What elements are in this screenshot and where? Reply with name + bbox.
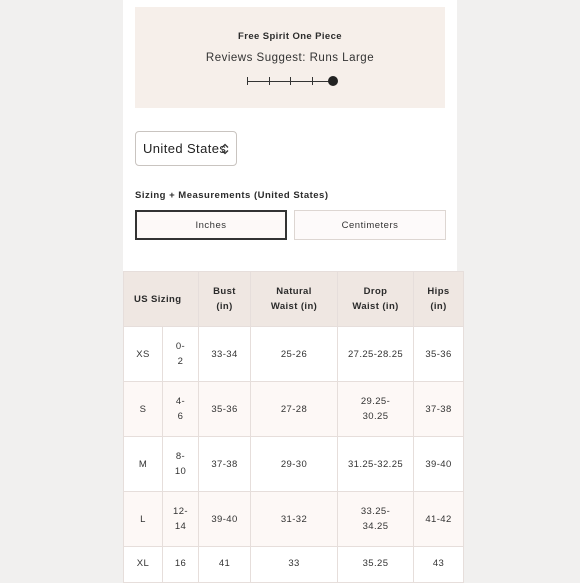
cell-drop-waist-line: 30.25 [362, 411, 389, 422]
unit-button-inches[interactable]: Inches [135, 210, 287, 240]
cell-drop-waist-line: 35.25 [362, 558, 389, 569]
table-header-row [124, 272, 464, 327]
cell-drop-waist [338, 382, 414, 437]
cell-drop-waist [338, 327, 414, 382]
cell-size-range [163, 437, 199, 492]
cell-natural-waist: 29-30 [251, 437, 338, 492]
region-select-value: United States [143, 141, 227, 156]
chevron-up-down-icon [220, 142, 230, 156]
size-guide-panel [123, 0, 457, 580]
cell-natural-waist: 27-28 [251, 382, 338, 437]
table-row [124, 327, 464, 382]
header-bust [199, 272, 251, 327]
cell-bust: 37-38 [199, 437, 251, 492]
cell-hips: 39-40 [414, 437, 464, 492]
cell-drop-waist-line: 31.25-32.25 [347, 458, 404, 470]
cell-size-range-line: 0- [175, 341, 186, 352]
fit-suggestion-text: Reviews Suggest: Runs Large [205, 52, 375, 64]
cell-size-range-line: 16 [174, 558, 187, 569]
cell-bust: 39-40 [199, 492, 251, 547]
fit-scale-tick [269, 77, 270, 85]
header-natural-waist-line1: Natural [276, 286, 312, 297]
header-natural-waist [251, 272, 338, 327]
cell-size: L [124, 492, 163, 547]
cell-hips: 41-42 [414, 492, 464, 547]
cell-size-range-line: 4- [175, 396, 186, 407]
cell-drop-waist [338, 492, 414, 547]
header-natural-waist-line2: Waist (in) [270, 301, 318, 312]
unit-button-centimeters[interactable]: Centimeters [294, 210, 446, 240]
cell-size-range-line: 12- [173, 506, 188, 517]
table-row [124, 437, 464, 492]
cell-size-range-line: 14 [174, 521, 187, 532]
cell-natural-waist: 25-26 [251, 327, 338, 382]
header-drop-waist-line2: Waist (in) [352, 301, 399, 312]
header-drop-waist-line1: Drop [363, 286, 388, 297]
cell-size-range [163, 327, 199, 382]
size-table [123, 271, 464, 583]
cell-drop-waist [338, 547, 414, 583]
cell-size-range-line: 6 [177, 411, 184, 422]
cell-drop-waist-line: 27.25-28.25 [347, 348, 404, 360]
cell-hips: 37-38 [414, 382, 464, 437]
cell-size: S [124, 382, 163, 437]
cell-size: XL [124, 547, 163, 583]
cell-size-range-line: 8- [175, 451, 186, 462]
cell-bust: 35-36 [199, 382, 251, 437]
cell-drop-waist [338, 437, 414, 492]
header-bust-line1: Bust [213, 286, 236, 297]
fit-scale-tick [290, 77, 291, 85]
product-name: Free Spirit One Piece [238, 31, 342, 42]
fit-scale [247, 75, 335, 87]
table-body [124, 327, 464, 583]
cell-bust: 33-34 [199, 327, 251, 382]
cell-natural-waist: 33 [251, 547, 338, 583]
cell-size-range-line: 10 [174, 466, 187, 477]
table-row [124, 547, 464, 583]
fit-scale-tick [247, 77, 248, 85]
header-drop-waist [338, 272, 414, 327]
cell-hips: 35-36 [414, 327, 464, 382]
cell-size-range [163, 492, 199, 547]
fit-scale-selected-dot [328, 76, 338, 86]
header-hips [414, 272, 464, 327]
header-hips-line2: (in) [430, 301, 447, 312]
cell-drop-waist-line: 29.25- [360, 396, 391, 407]
header-hips-line1: Hips [427, 286, 450, 297]
cell-bust: 41 [199, 547, 251, 583]
sizing-heading: Sizing + Measurements (United States) [135, 190, 329, 201]
cell-size-range-line: 2 [177, 356, 184, 367]
table-row [124, 492, 464, 547]
cell-size-range [163, 382, 199, 437]
cell-drop-waist-line: 33.25- [360, 506, 391, 517]
fit-scale-tick [312, 77, 313, 85]
cell-size: M [124, 437, 163, 492]
cell-drop-waist-line: 34.25 [362, 521, 389, 532]
header-bust-line2: (in) [216, 301, 233, 312]
fit-suggestion-card [135, 7, 445, 108]
header-us-sizing: US Sizing [124, 272, 199, 327]
cell-natural-waist: 31-32 [251, 492, 338, 547]
cell-size: XS [124, 327, 163, 382]
table-row [124, 382, 464, 437]
cell-size-range [163, 547, 199, 583]
region-select[interactable] [135, 131, 237, 166]
cell-hips: 43 [414, 547, 464, 583]
